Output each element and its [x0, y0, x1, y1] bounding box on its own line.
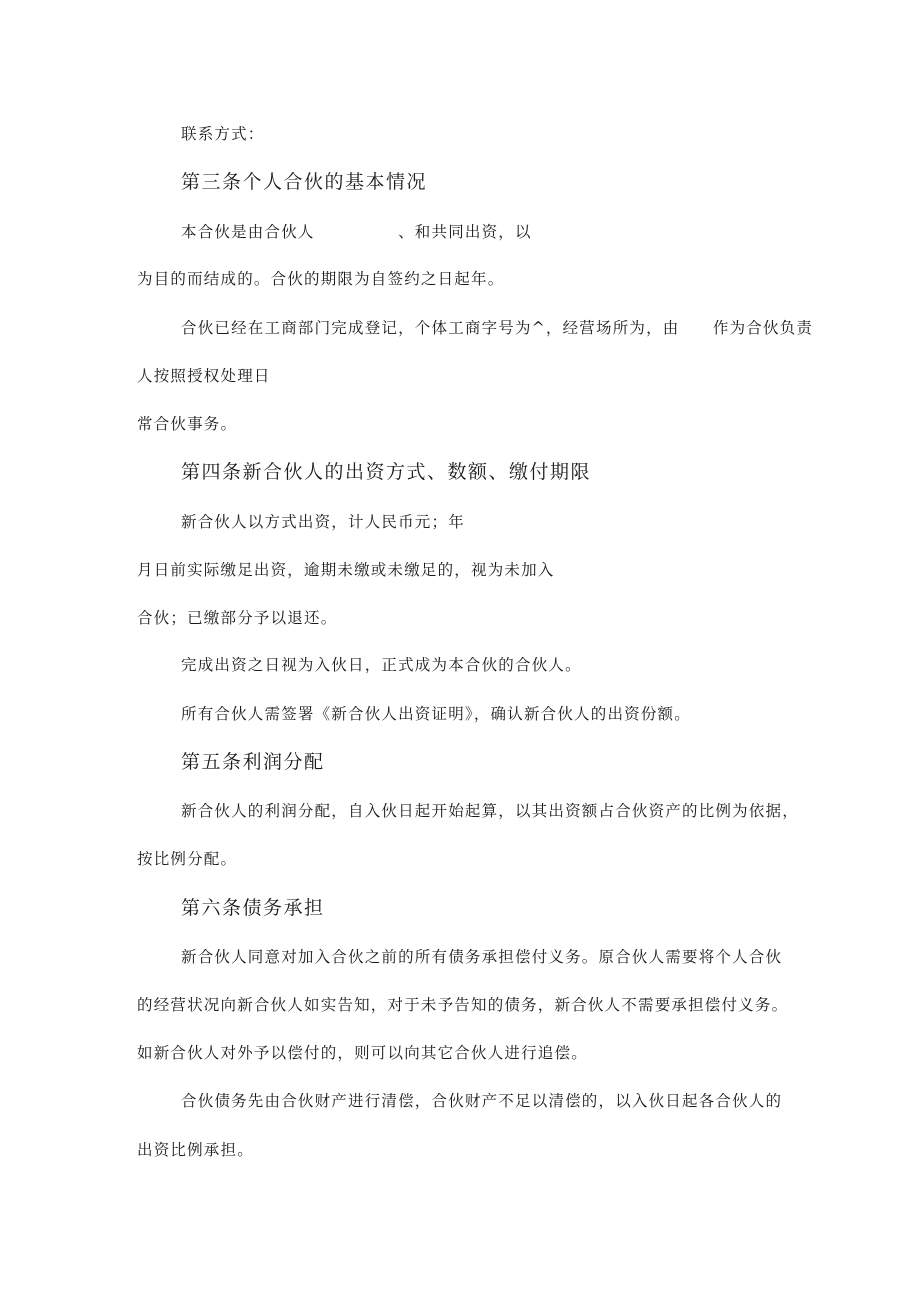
article-3-paragraph-1-line-2: 为目的而结成的。合伙的期限为自签约之日起年。 — [137, 270, 505, 288]
article-5-paragraph-1-line-2: 按比例分配。 — [137, 850, 238, 868]
article-6-paragraph-2-line-1: 合伙债务先由合伙财产进行清偿，合伙财产不足以清偿的，以入伙日起各合伙人的 — [181, 1092, 783, 1110]
article-6-paragraph-1-line-1: 新合伙人同意对加入合伙之前的所有债务承担偿付义务。原合伙人需要将个人合伙 — [181, 948, 783, 966]
article-5-paragraph-1-line-1: 新合伙人的利润分配，自入伙日起开始起算，以其出资额占合伙资产的比例为依据， — [181, 802, 799, 820]
article-6-heading: 第六条债务承担 — [181, 897, 325, 919]
article-3-heading: 第三条个人合伙的基本情况 — [181, 171, 428, 193]
article-4-paragraph-1-line-3: 合伙；已缴部分予以退还。 — [137, 609, 338, 627]
article-3-paragraph-2-line-2: 人按照授权处理日 — [137, 367, 271, 385]
contact-line: 联系方式： — [181, 125, 265, 143]
article-4-paragraph-1-line-2: 月日前实际缴足出资，逾期未缴或未缴足的，视为未加入 — [137, 561, 555, 579]
article-3-paragraph-2-line-1: 合伙已经在工商部门完成登记，个体工商字号为^，经营场所为，由 作为合伙负责 — [181, 319, 814, 337]
article-4-paragraph-2: 完成出资之日视为入伙日，正式成为本合伙的合伙人。 — [181, 656, 582, 674]
article-4-heading: 第四条新合伙人的出资方式、数额、缴付期限 — [181, 461, 592, 483]
article-3-paragraph-2-line-3: 常合伙事务。 — [137, 415, 238, 433]
article-6-paragraph-2-line-2: 出资比例承担。 — [137, 1141, 254, 1159]
article-5-heading: 第五条利润分配 — [181, 751, 325, 773]
article-6-paragraph-1-line-3: 如新合伙人对外予以偿付的，则可以向其它合伙人进行追偿。 — [137, 1044, 588, 1062]
article-3-paragraph-1-line-1: 本合伙是由合伙人 、和共同出资，以 — [181, 223, 532, 241]
article-6-paragraph-1-line-2: 的经营状况向新合伙人如实告知，对于未予告知的债务，新合伙人不需要承担偿付义务。 — [137, 996, 789, 1014]
article-4-paragraph-1-line-1: 新合伙人以方式出资，计人民币元；年 — [181, 513, 465, 531]
article-4-paragraph-3: 所有合伙人需签署《新合伙人出资证明》，确认新合伙人的出资份额。 — [181, 705, 691, 723]
